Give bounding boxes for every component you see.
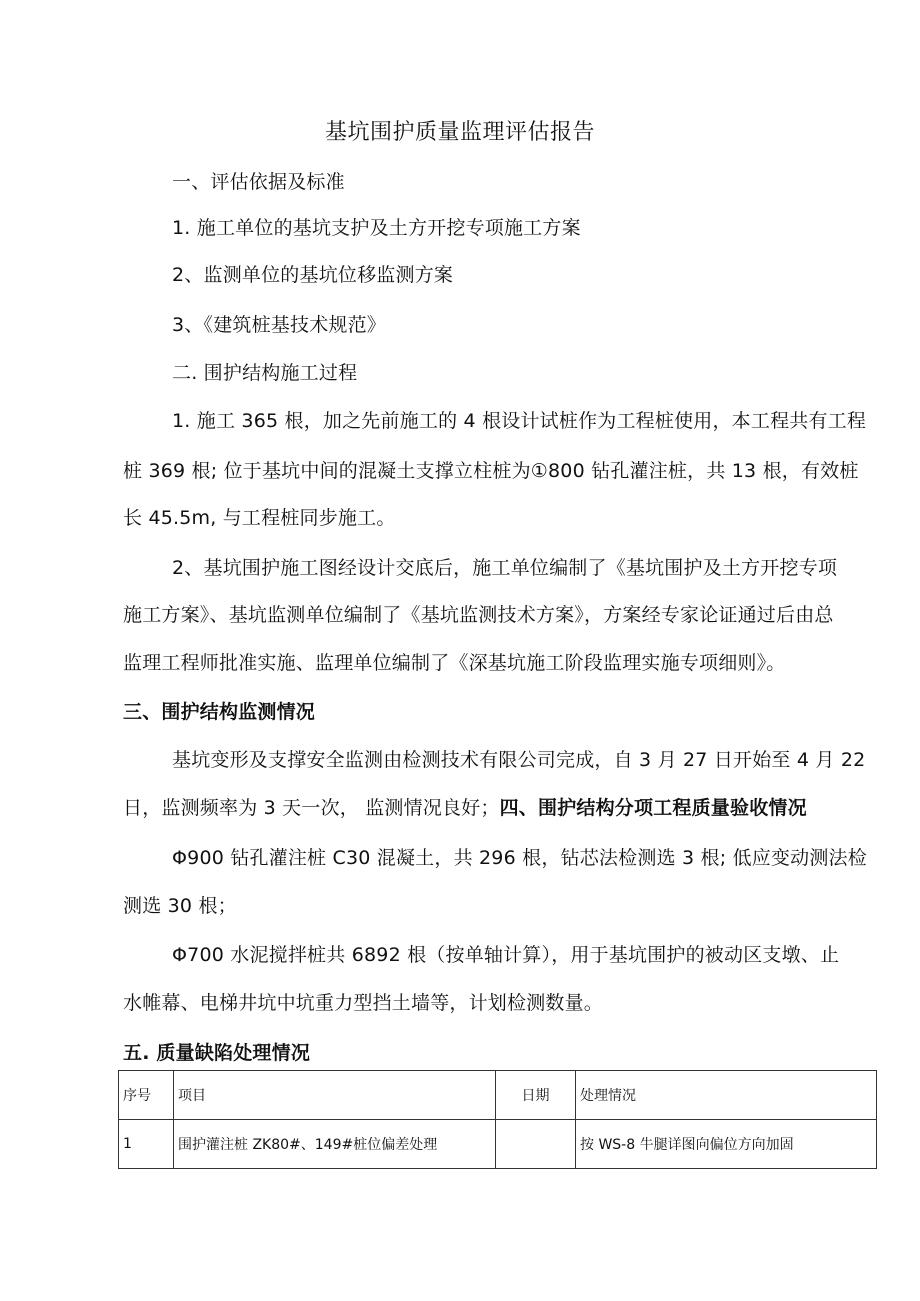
table-header-cell: 处理情况 bbox=[576, 1071, 877, 1120]
table-cell bbox=[496, 1120, 576, 1169]
section-2-para-line: 1. 施工 365 根，加之先前施工的 4 根设计试桩作为工程桩使用，本工程共有工程 bbox=[172, 410, 867, 432]
section-1-item: 3、《建筑桩基技术规范》 bbox=[172, 314, 386, 336]
section-4-para-line: Φ700 水泥搅拌桩共 6892 根（按单轴计算），用于基坑围护的被动区支墩、止 bbox=[172, 944, 840, 966]
table-header-cell: 序号 bbox=[119, 1071, 174, 1120]
section-5-heading: 五. 质量缺陷处理情况 bbox=[123, 1042, 311, 1064]
defects-table bbox=[118, 1070, 877, 1169]
table-cell: 1 bbox=[119, 1120, 174, 1169]
section-2-para-line: 桩 369 根; 位于基坑中间的混凝土支撑立柱桩为①800 钻孔灌注桩，共 13 根，有效桩 bbox=[123, 460, 859, 482]
section-4-para-line: 水帷幕、电梯井坑中坑重力型挡土墙等，计划检测数量。 bbox=[123, 992, 604, 1014]
section-3-para-line bbox=[123, 796, 807, 820]
table-header-row bbox=[119, 1071, 877, 1120]
table-header-cell: 项目 bbox=[174, 1071, 496, 1120]
section-4-para-line: 测选 30 根； bbox=[123, 895, 237, 917]
section-2-heading: 二. 围护结构施工过程 bbox=[172, 362, 358, 384]
table-row bbox=[119, 1120, 877, 1169]
table-cell: 围护灌注桩 ZK80#、149#桩位偏差处理 bbox=[174, 1120, 496, 1169]
section-2-para-line: 2、基坑围护施工图经设计交底后，施工单位编制了《基坑围护及土方开挖专项 bbox=[172, 557, 838, 579]
section-1-heading: 一、评估依据及标准 bbox=[172, 171, 345, 193]
section-3-heading: 三、围护结构监测情况 bbox=[123, 701, 316, 723]
table-header-cell: 日期 bbox=[496, 1071, 576, 1120]
section-3-para-text: 日，监测频率为 3 天一次， 监测情况良好； bbox=[123, 797, 500, 819]
section-4-para-line: Φ900 钻孔灌注桩 C30 混凝土，共 296 根，钻芯法检测选 3 根; 低应变动测法检 bbox=[172, 847, 867, 869]
section-2-para-line: 施工方案》、基坑监测单位编制了《基坑监测技术方案》，方案经专家论证通过后由总 bbox=[123, 604, 834, 626]
section-2-para-line: 长 45.5m, 与工程桩同步施工。 bbox=[123, 507, 396, 529]
section-1-item: 1. 施工单位的基坑支护及土方开挖专项施工方案 bbox=[172, 217, 581, 239]
page-title: 基坑围护质量监理评估报告 bbox=[324, 120, 595, 145]
table-cell: 按 WS-8 牛腿详图向偏位方向加固 bbox=[576, 1120, 877, 1169]
section-4-heading: 四、围护结构分项工程质量验收情况 bbox=[499, 797, 807, 819]
section-3-para-line: 基坑变形及支撑安全监测由检测技术有限公司完成，自 3 月 27 日开始至 4 月 22 bbox=[172, 749, 866, 771]
section-1-item: 2、监测单位的基坑位移监测方案 bbox=[172, 264, 454, 286]
section-2-para-line: 监理工程师批准实施、监理单位编制了《深基坑施工阶段监理实施专项细则》。 bbox=[123, 652, 786, 674]
